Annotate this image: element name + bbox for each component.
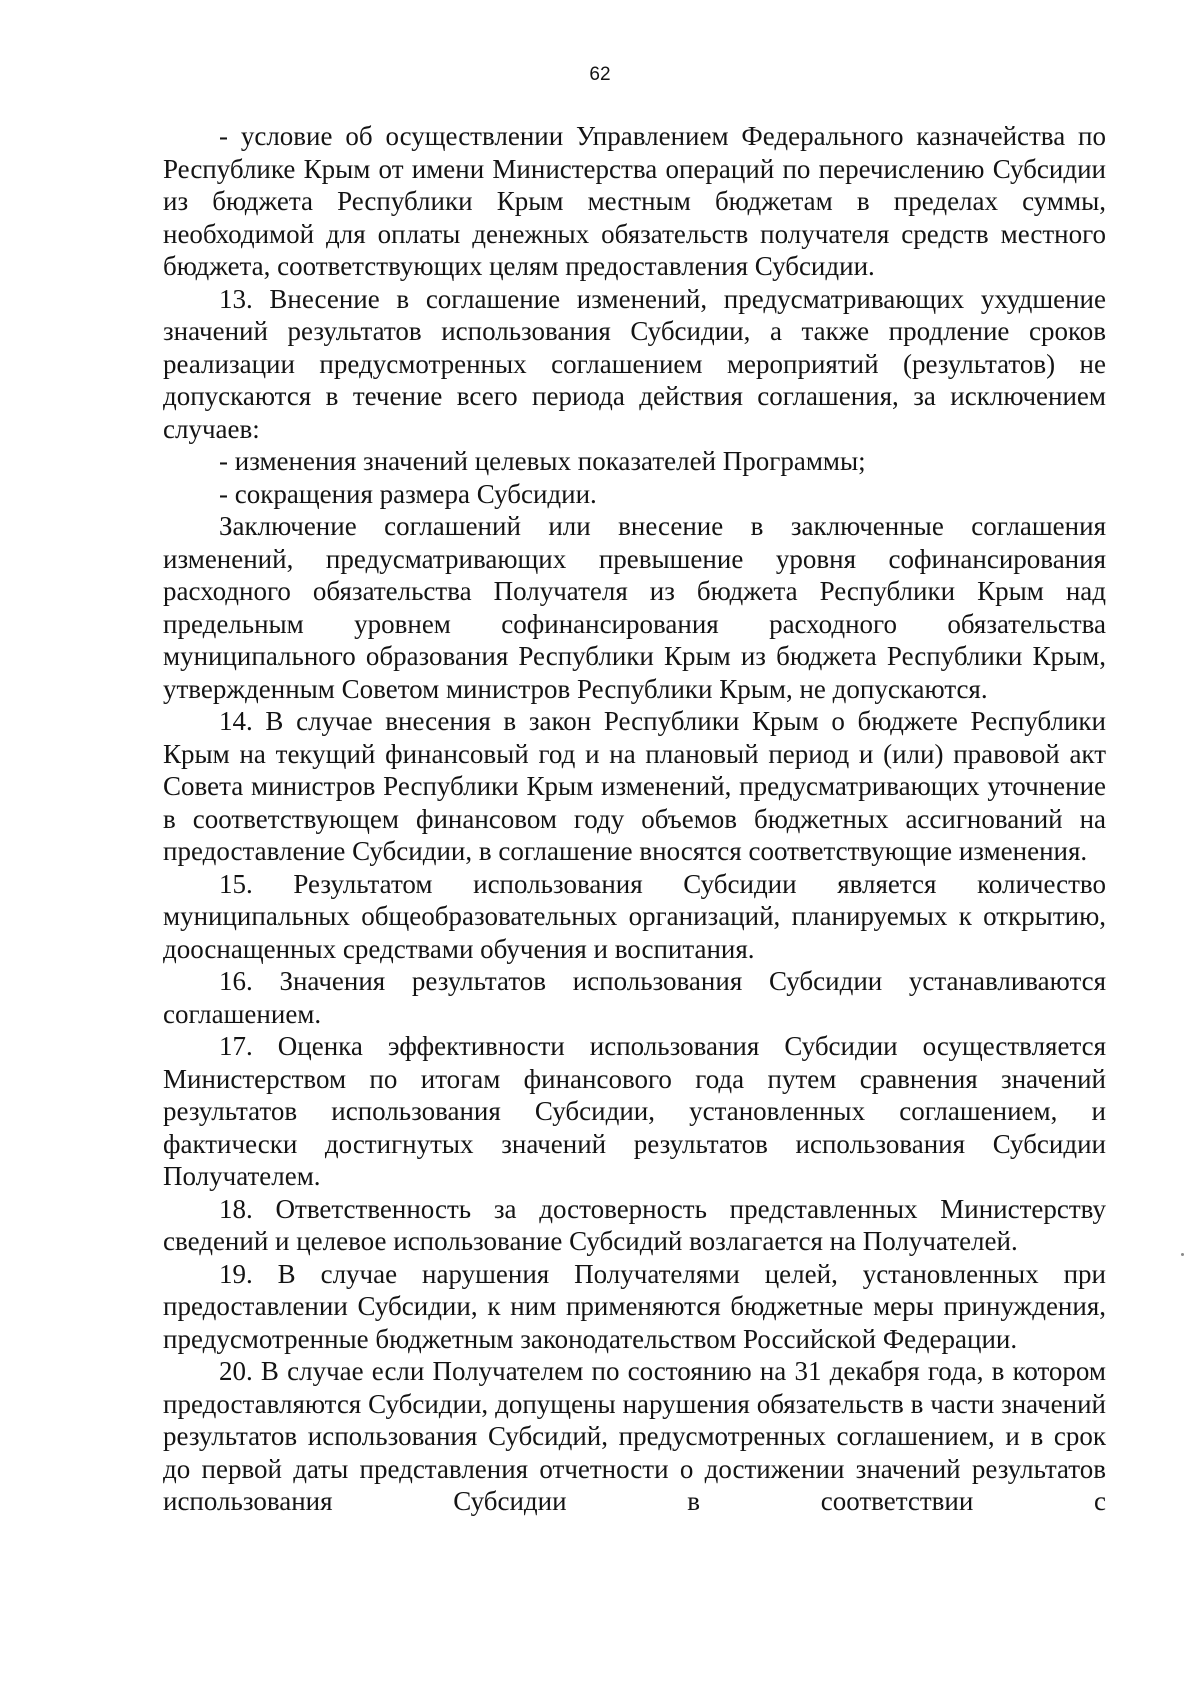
document-body [163,120,1106,1518]
paragraph-cofinancing: Заключение соглашений или внесение в заключенные соглашения изменений, предусматривающих превышение уровня софинансирования расходного обязательства Получателя из бюджета Республики Крым над предельным уровнем софинансирования расходного обязательства муниципального образования Республики Крым из бюджета Республики Крым, утвержденным Советом министров Республики Крым, не допускаются. [163,511,1106,704]
paragraph-19: 19. В случае нарушения Получателями целей, установленных при предоставлении Субсидии, к ним применяются бюджетные меры принуждения, предусмотренные бюджетным законодательством Российской Федерации. [163,1258,1106,1354]
paragraph-17: 17. Оценка эффективности использования Субсидии осуществляется Министерством по итогам финансового года путем сравнения значений результатов использования Субсидии, установленных соглашением, и фактически достигнутых значений результатов использования Субсидии Получателем. [163,1031,1106,1191]
list-item-target-indicators: - изменения значений целевых показателей Программы; [219,446,866,476]
scan-dot [1181,1253,1184,1256]
paragraph-13: 13. Внесение в соглашение изменений, предусматривающих ухудшение значений результатов использования Субсидии, а также продление сроков реализации предусмотренных соглашением мероприятий (результатов) не допускаются в течение всего периода действия соглашения, за исключением случаев: [163,283,1106,444]
paragraph-18: 18. Ответственность за достоверность представленных Министерству сведений и целевое использование Субсидий возлагается на Получателей. [163,1193,1106,1256]
paragraph-16: 16. Значения результатов использования Субсидии устанавливаются соглашением. [163,966,1106,1029]
list-item-subsidy-reduction: - сокращения размера Субсидии. [219,478,597,509]
paragraph-treasury-condition: - условие об осуществлении Управлением Федерального казначейства по Республике Крым от имени Министерства операций по перечислению Субсидии из бюджета Республики Крым местным бюджетам в пределах суммы, необходимой для оплаты денежных обязательств получателя средств местного бюджета, соответствующих целям предоставления Субсидии. [163,121,1106,281]
paragraph-15: 15. Результатом использования Субсидии является количество муниципальных общеобразовательных организаций, планируемых к открытию, дооснащенных средствами обучения и воспитания. [163,868,1106,964]
page-number: 62 [589,64,611,85]
paragraph-14: 14. В случае внесения в закон Республики Крым о бюджете Республики Крым на текущий финансовый год и на плановый период и (или) правовой акт Совета министров Республики Крым изменений, предусматривающих уточнение в соответствующем финансовом году объемов бюджетных ассигнований на предоставление Субсидии, в соглашение вносятся соответствующие изменения. [163,706,1106,866]
paragraph-20: 20. В случае если Получателем по состоянию на 31 декабря года, в котором предоставляются Субсидии, допущены нарушения обязательств в части значений результатов использования Субсидий, предусмотренных соглашением, и в срок до первой даты представления отчетности о достижении значений результатов использования Субсидии в соответствии с [163,1356,1106,1516]
